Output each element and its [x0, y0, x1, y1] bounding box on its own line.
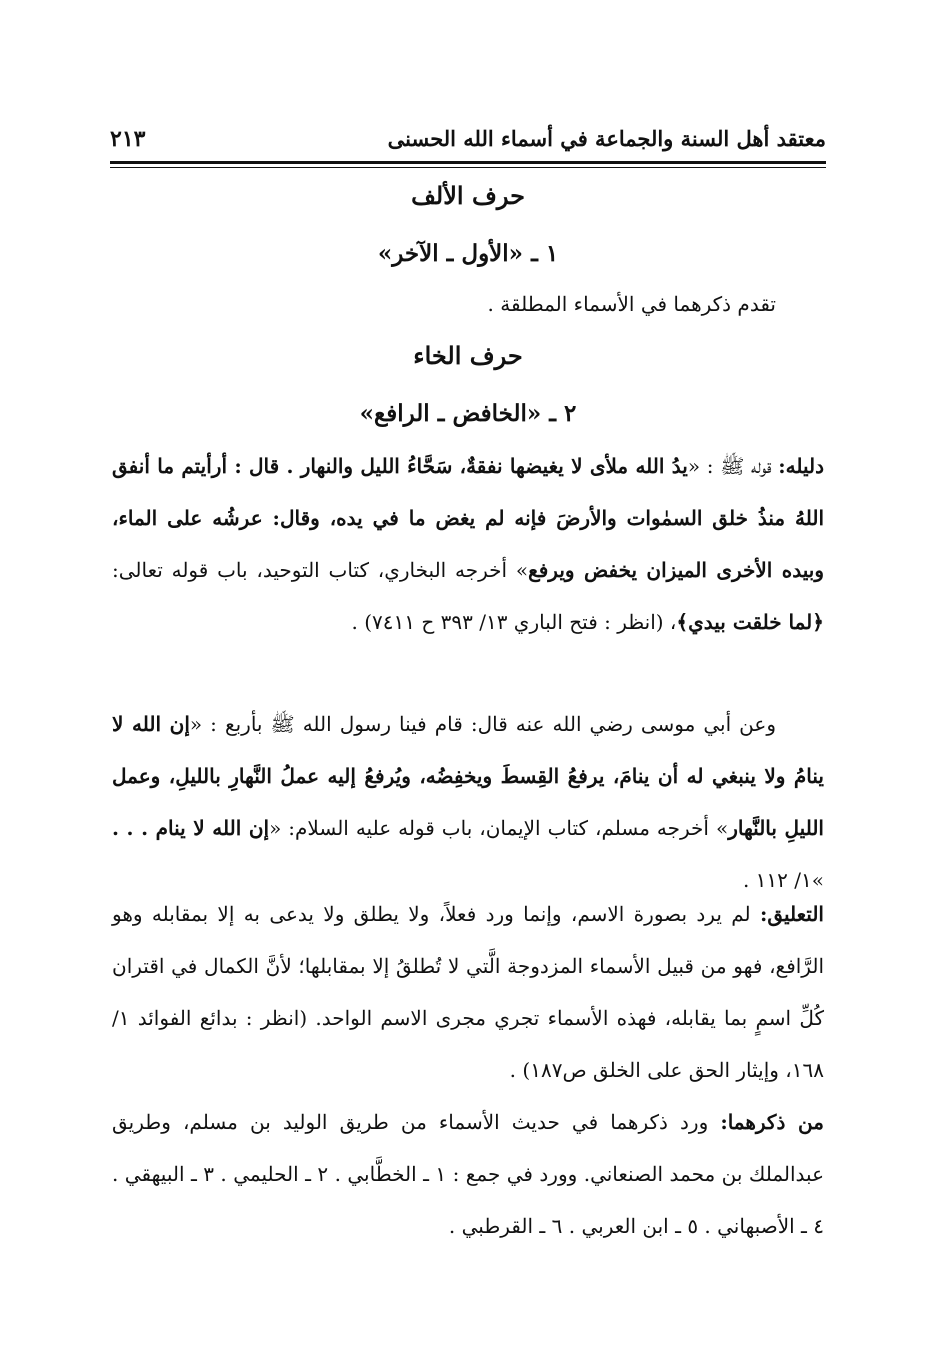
header-rule-thick [110, 161, 826, 164]
paragraph-alif-text: تقدم ذكرهما في الأسماء المطلقة . [487, 292, 776, 316]
hadith-text-1: يدُ الله ملأى لا يغيضها نفقةٌ، سَحَّاءُ الليل والنهار . قال : أرأيتم ما أنفق اللهُ منذُ خلق السمٰوات والأرضَ فإنه لم يغض ما في يده، وقال: عرشُه على الماء، وبيده الأخرى الميزان يخفض ويرفع [112, 454, 824, 582]
entry-title-khafid-rafi: ٢ ـ «الخافض ـ الرافع» [359, 400, 577, 427]
hadith-text-2: إن الله لا ينامُ ولا ينبغي له أن ينامَ، يرفعُ القِسطَ ويخفِضُه، ويُرفعُ إليه عملُ النَّهارِ بالليلِ، وعمل الليلِ بالنَّهار [112, 712, 824, 840]
paragraph-alif [112, 278, 824, 330]
running-header [110, 122, 826, 156]
page-number: ٢١٣ [110, 126, 146, 152]
header-rule-thin [110, 167, 826, 168]
paragraph-taliq [112, 888, 824, 1096]
dalil-after-hadith: » أخرجه البخاري، كتاب التوحيد، باب قوله تعالى: [112, 558, 529, 582]
ayah-quote: ﴿لما خلقت بيدي﴾ [676, 610, 824, 634]
running-title: معتقد أهل السنة والجماعة في أسماء الله الحسنى [387, 126, 826, 151]
section-heading-khaa: حرف الخاء [413, 341, 523, 370]
abu-musa-after-hadith: » أخرجه مسلم، كتاب الإيمان، باب قوله عليه السلام: « [269, 816, 729, 840]
section-heading-alif: حرف الألف [411, 181, 525, 210]
abu-musa-intro: وعن أبي موسى رضي الله عنه قال: قام فينا رسول الله ﷺ بأربع : « [189, 712, 776, 736]
dalil-intro: قوله ﷺ : « [687, 454, 779, 478]
dalil-label: دليله: [778, 454, 824, 478]
paragraph-abu-musa [112, 698, 824, 906]
paragraph-man-dhakarahuma [112, 1096, 824, 1252]
taliq-label: التعليق: [759, 902, 824, 926]
taliq-text: لم يرد بصورة الاسم، وإنما ورد فعلاً، ولا يطلق ولا يدعى به إلا بمقابله وهو الرَّافع، فهو من قبيل الأسماء المزدوجة الَّتي لا تُطلقُ إلا بمقابلها؛ لأنَّ الكمال في اقتران كُلِّ اسمٍ بما يقابله، فهذه الأسماء تجري مجرى الاسم الواحد. (انظر : بدائع الفوائد ١/ ١٦٨، وإيثار الحق على الخلق ص١٨٧) . [112, 902, 824, 1082]
short-quote: إن الله لا ينام . . . [112, 816, 270, 840]
dalil-reference: ، (انظر : فتح الباري ١٣/ ٣٩٣ ح ٧٤١١) . [351, 610, 677, 634]
man-dhakarahuma-text: ورد ذكرهما في حديث الأسماء من طريق الوليد بن مسلم، وطريق عبدالملك بن محمد الصنعاني. وورد في جمع : ١ ـ الخطَّابي . ٢ ـ الحليمي . ٣ ـ البيهقي . ٤ ـ الأصبهاني . ٥ ـ ابن العربي . ٦ ـ القرطبي . [112, 1110, 825, 1238]
man-dhakarahuma-label: من ذكرهما: [720, 1110, 824, 1134]
entry-title-awwal-akhir: ١ ـ «الأول ـ الآخر» [377, 240, 559, 267]
abu-musa-reference: »١/ ١١٢ . [742, 868, 824, 892]
paragraph-dalil [112, 440, 824, 648]
